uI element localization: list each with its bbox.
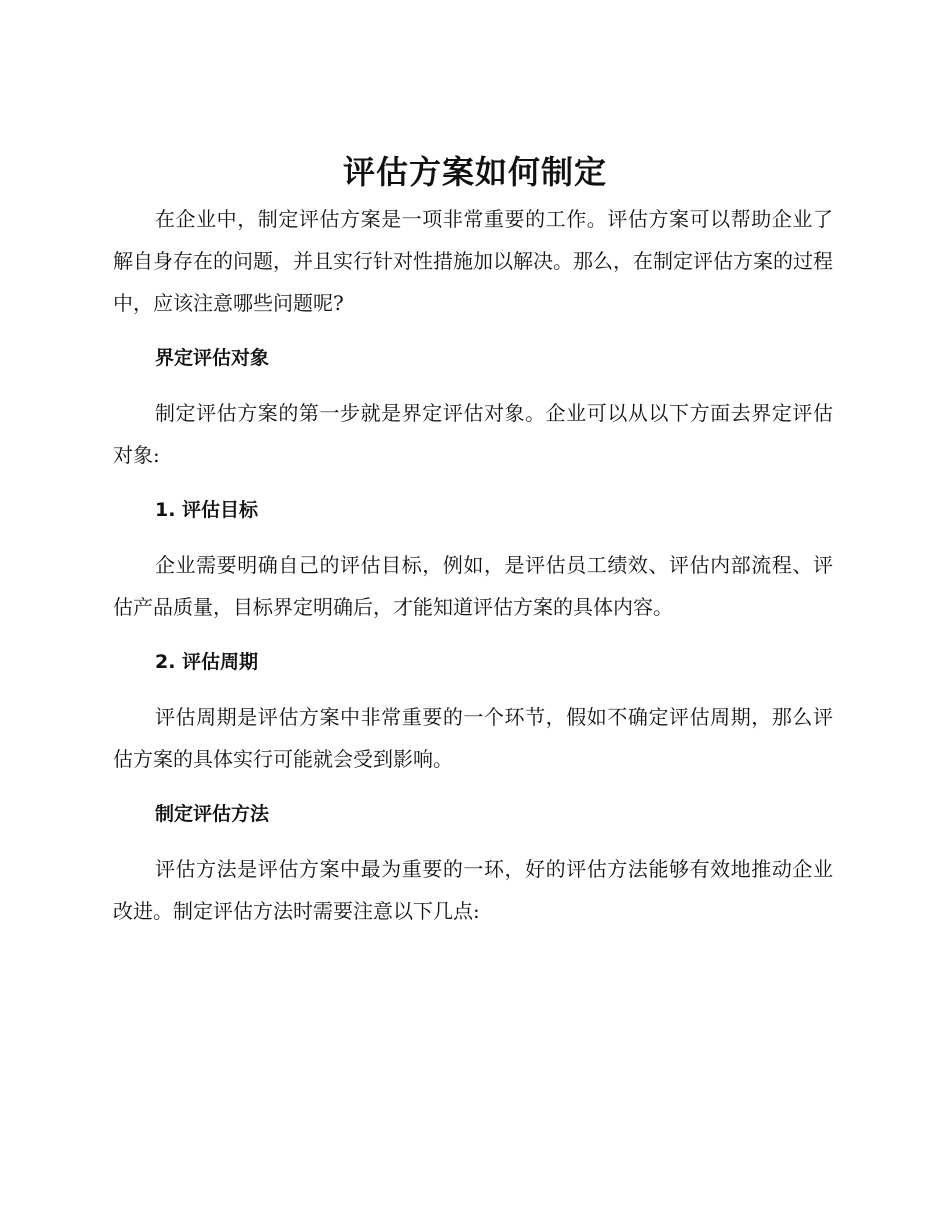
subheading-goal: 1. 评估目标 — [155, 499, 259, 521]
paragraph-cycle: 评估周期是评估方案中非常重要的一个环节，假如不确定评估周期，那么评估方案的具体实行可能就会受到影响。 — [113, 705, 833, 771]
subheading-cycle: 2. 评估周期 — [155, 651, 259, 673]
document-body — [113, 198, 833, 932]
document-title: 评估方案如何制定 — [342, 153, 607, 191]
section-heading-define-object: 界定评估对象 — [155, 347, 270, 369]
paragraph-goal: 企业需要明确自己的评估目标，例如，是评估员工绩效、评估内部流程、评估产品质量，目标界定明确后，才能知道评估方案的具体内容。 — [113, 553, 833, 619]
section-heading-method: 制定评估方法 — [155, 803, 270, 825]
section-paragraph-method: 评估方法是评估方案中最为重要的一环，好的评估方法能够有效地推动企业改进。制定评估方法时需要注意以下几点: — [113, 857, 833, 923]
intro-paragraph: 在企业中，制定评估方案是一项非常重要的工作。评估方案可以帮助企业了解自身存在的问题，并且实行针对性措施加以解决。那么，在制定评估方案的过程中，应该注意哪些问题呢? — [113, 207, 833, 315]
section-paragraph-define-object: 制定评估方案的第一步就是界定评估对象。企业可以从以下方面去界定评估对象: — [113, 401, 833, 467]
